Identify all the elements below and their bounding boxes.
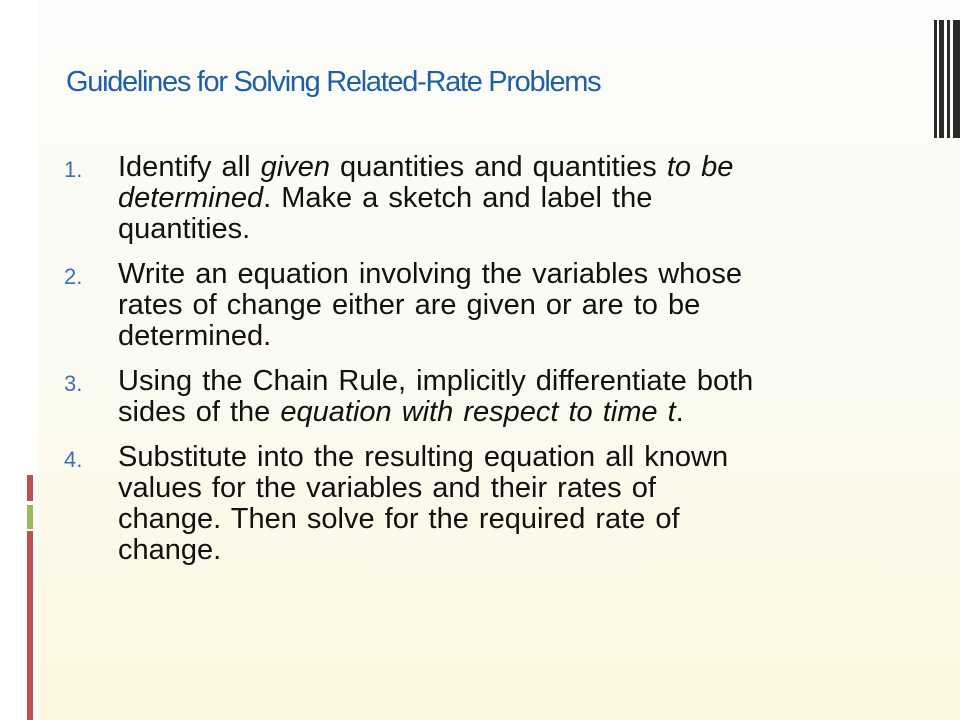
- text-run: Write an equation involving the variables whose: [118, 258, 743, 290]
- text-run: .: [675, 396, 684, 428]
- step-line: [118, 504, 934, 535]
- step-number: 3.: [64, 371, 83, 396]
- stripe: [939, 20, 944, 138]
- text-run: rates of change either are given or are to be: [118, 289, 701, 321]
- step-line: [118, 152, 934, 183]
- step-item: [64, 442, 934, 566]
- emphasis-text: given: [260, 151, 330, 183]
- stripe: [953, 20, 960, 138]
- step-line: [118, 366, 934, 397]
- text-run: determined.: [118, 320, 272, 352]
- step-item: [64, 366, 934, 428]
- step-number: 1.: [64, 157, 83, 182]
- text-run: values for the variables and their rates of: [118, 472, 656, 504]
- emphasis-text: to be: [666, 151, 734, 183]
- step-line: [118, 535, 934, 566]
- step-line: [118, 183, 934, 214]
- stripe: [934, 20, 937, 138]
- red-accent-bar-short: [27, 475, 33, 501]
- text-run: change. Then solve for the required rate of: [118, 503, 680, 535]
- text-run: quantities.: [118, 213, 251, 245]
- step-line: [118, 397, 934, 428]
- text-run: Identify all: [118, 151, 261, 183]
- emphasis-text: t: [667, 396, 676, 428]
- step-line: [118, 321, 934, 352]
- emphasis-text: equation with respect to time: [280, 396, 668, 428]
- step-line: [118, 214, 934, 245]
- green-accent-bar: [27, 505, 33, 529]
- decorative-stripes: [934, 20, 960, 138]
- text-run: sides of the: [118, 396, 281, 428]
- text-run: change.: [118, 534, 222, 566]
- step-number: 2.: [64, 264, 83, 289]
- text-run: quantities and quantities: [329, 151, 667, 183]
- step-line: [118, 473, 934, 504]
- step-line: [118, 290, 934, 321]
- stripe: [947, 20, 950, 138]
- step-item: [64, 259, 934, 352]
- text-run: . Make a sketch and label the: [263, 182, 653, 214]
- emphasis-text: determined: [118, 182, 264, 214]
- slide-title: Guidelines for Solving Related-Rate Problems: [66, 66, 601, 98]
- step-line: [118, 442, 934, 473]
- step-line: [118, 259, 934, 290]
- text-run: Substitute into the resulting equation all known: [118, 441, 729, 473]
- red-accent-bar-long: [27, 531, 33, 720]
- text-run: Using the Chain Rule, implicitly differentiate both: [118, 365, 754, 397]
- steps-list: [64, 152, 934, 580]
- step-item: [64, 152, 934, 245]
- step-number: 4.: [64, 447, 83, 472]
